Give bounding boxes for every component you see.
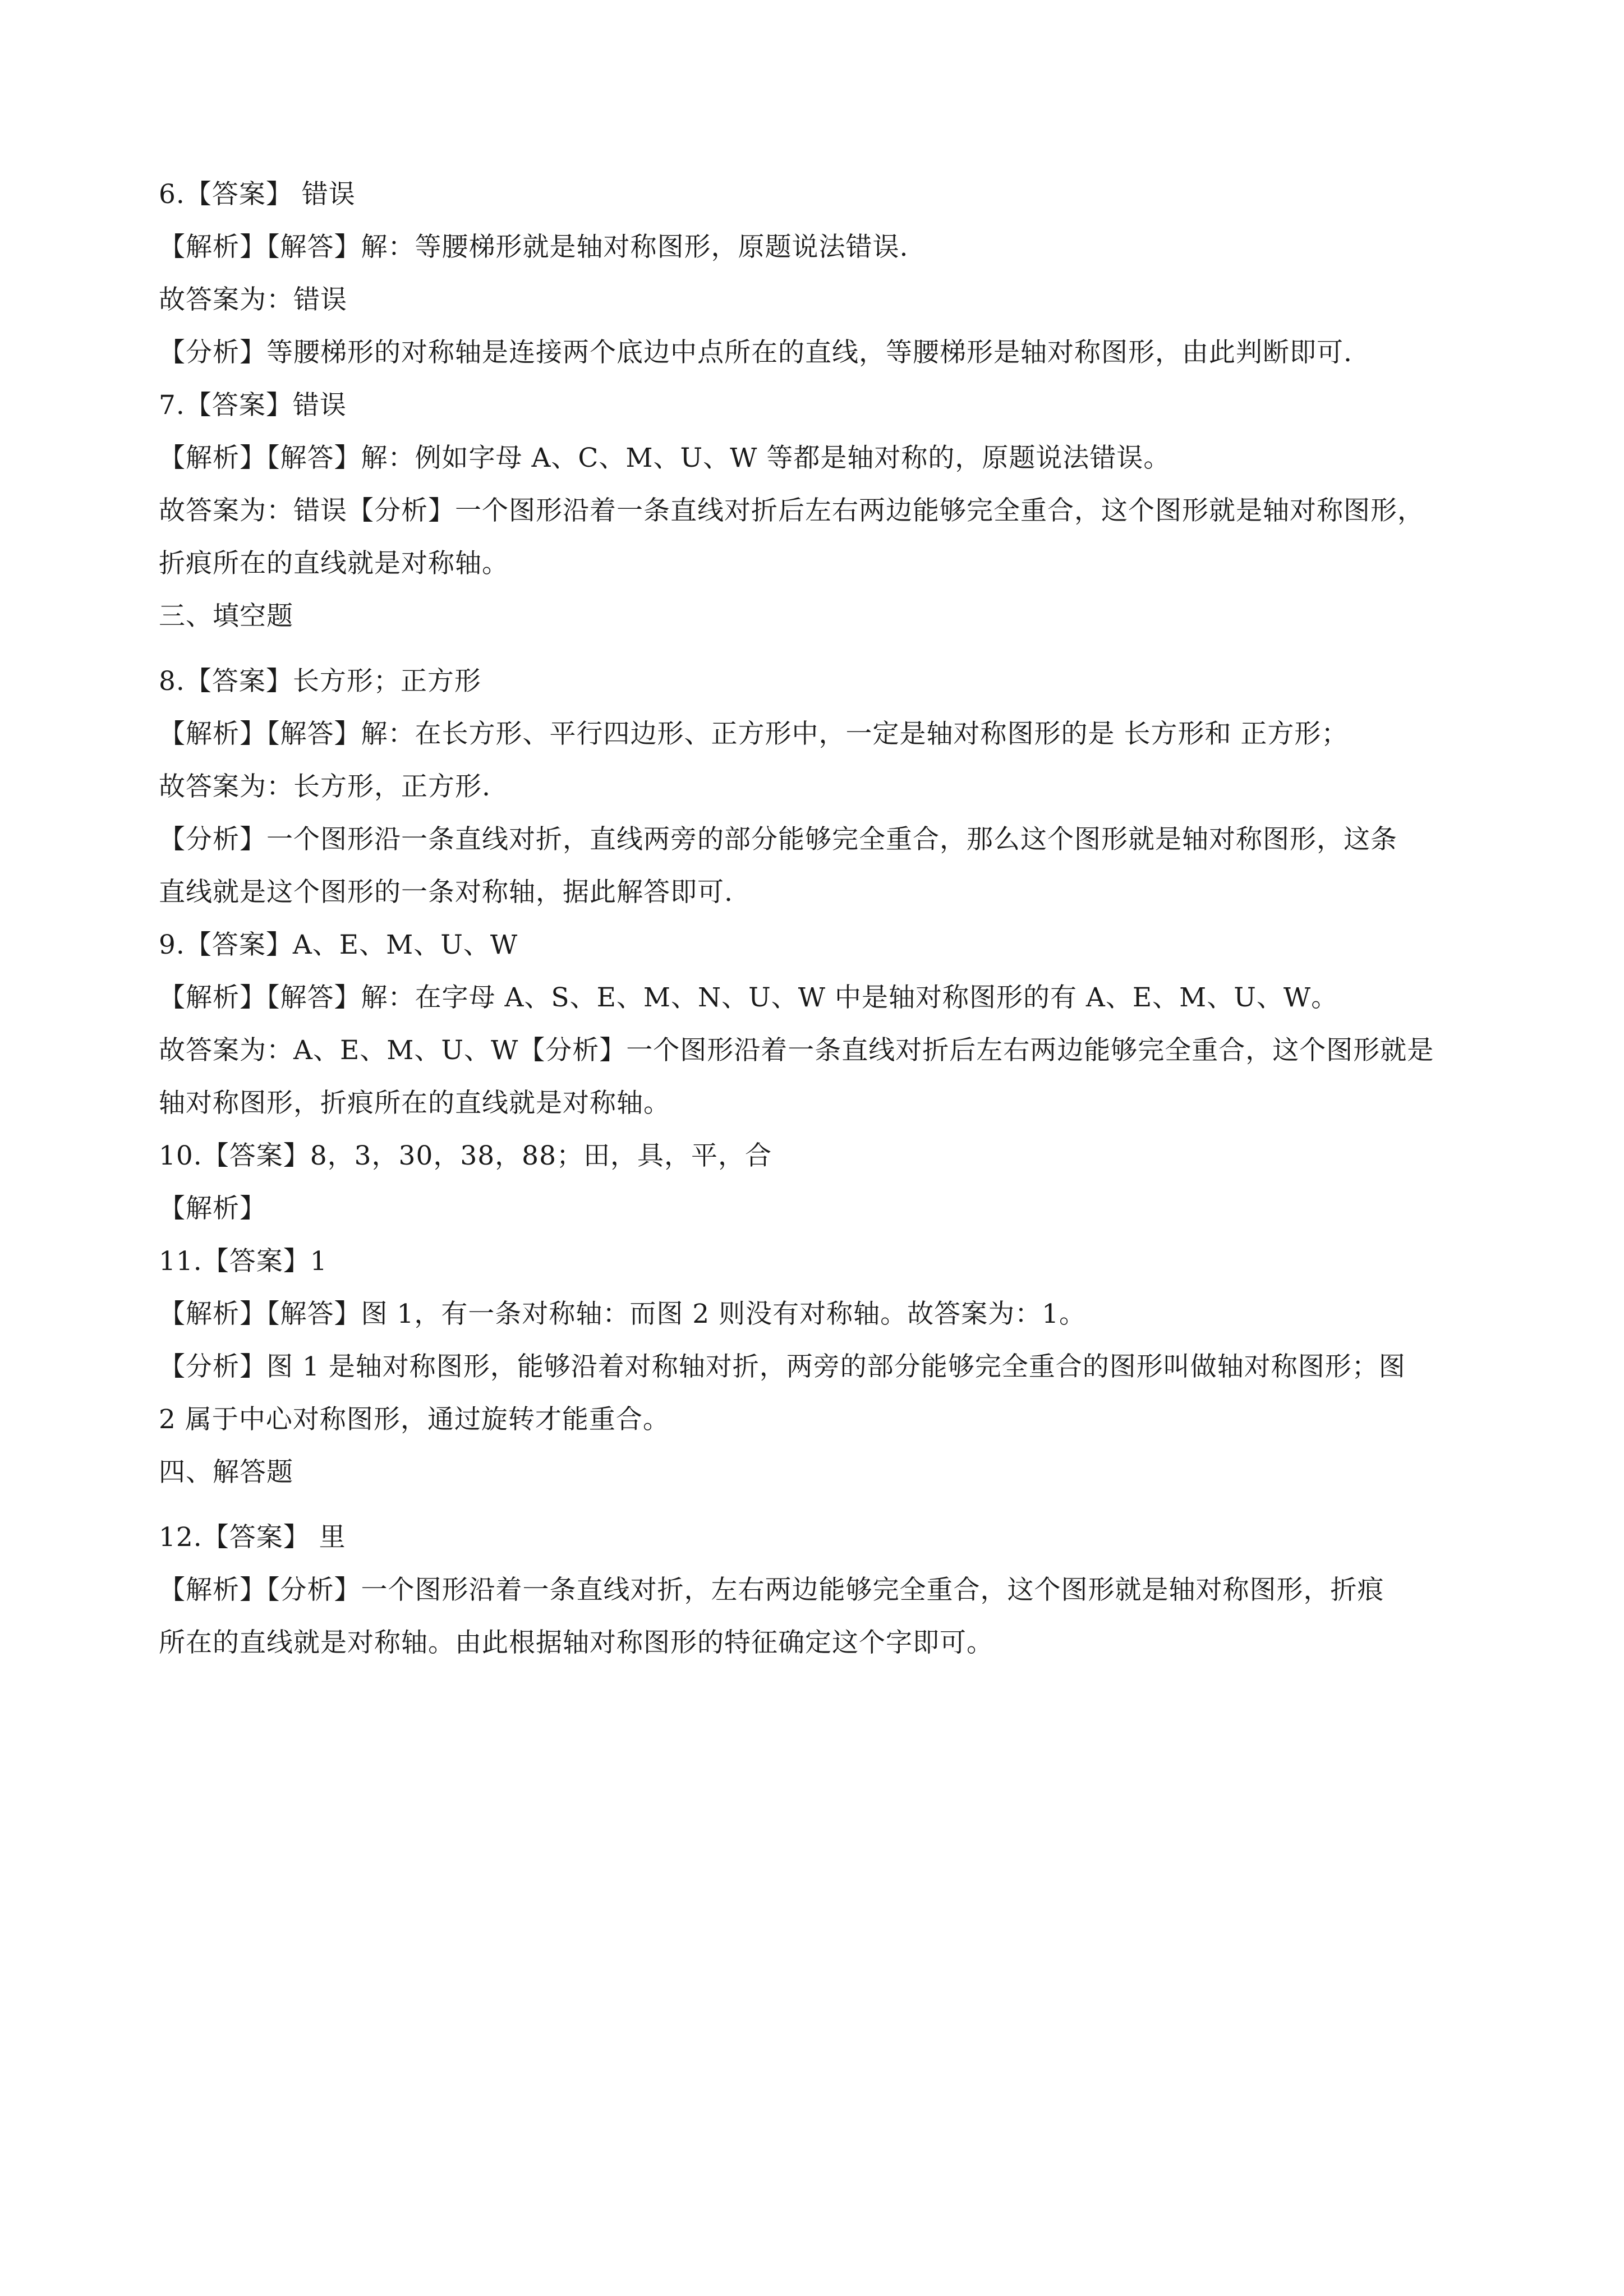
q8-analysis-line-1: 【分析】一个图形沿一条直线对折，直线两旁的部分能够完全重合，那么这个图形就是轴对称图形，这条 — [159, 824, 1397, 855]
q9-analysis-line-2: 轴对称图形，折痕所在的直线就是对称轴。 — [159, 1088, 670, 1119]
section-heading-answer: 四、解答题 — [159, 1457, 293, 1488]
q6-answer: 6.【答案】 错误 — [159, 179, 356, 210]
document-page — [159, 168, 1483, 1669]
q6-analysis: 【分析】等腰梯形的对称轴是连接两个底边中点所在的直线，等腰梯形是轴对称图形，由此判断即可. — [159, 337, 1352, 368]
q9-analysis-line-1: 故答案为：A、E、M、U、W【分析】一个图形沿着一条直线对折后左右两边能够完全重合，这个图形就是 — [159, 1035, 1434, 1066]
q7-analysis-line-1: 故答案为：错误【分析】一个图形沿着一条直线对折后左右两边能够完全重合，这个图形就是轴对称图形， — [159, 495, 1424, 526]
q8-explanation: 【解析】【解答】解：在长方形、平行四边形、正方形中，一定是轴对称图形的是 长方形和 正方形； — [159, 719, 1349, 749]
q12-answer: 12.【答案】 里 — [159, 1522, 346, 1553]
q6-explanation: 【解析】【解答】解：等腰梯形就是轴对称图形，原题说法错误. — [159, 232, 909, 263]
q7-analysis-line-2: 折痕所在的直线就是对称轴。 — [159, 548, 509, 579]
q9-answer: 9.【答案】A、E、M、U、W — [159, 930, 518, 960]
q8-conclusion: 故答案为：长方形，正方形. — [159, 771, 491, 802]
q12-analysis-line-1: 【解析】【分析】一个图形沿着一条直线对折，左右两边能够完全重合，这个图形就是轴对称图形，折痕 — [159, 1575, 1384, 1605]
section-heading-fill-in: 三、填空题 — [159, 601, 293, 632]
q7-answer: 7.【答案】错误 — [159, 390, 347, 421]
q11-analysis-line-2: 2 属于中心对称图形，通过旋转才能重合。 — [159, 1404, 670, 1435]
q12-analysis-line-2: 所在的直线就是对称轴。由此根据轴对称图形的特征确定这个字即可。 — [159, 1627, 993, 1658]
q11-answer: 11.【答案】1 — [159, 1246, 328, 1277]
q6-conclusion: 故答案为：错误 — [159, 284, 347, 315]
q10-explanation: 【解析】 — [159, 1193, 266, 1224]
q7-explanation: 【解析】【解答】解：例如字母 A、C、M、U、W 等都是轴对称的，原题说法错误。 — [159, 443, 1171, 473]
q8-answer: 8.【答案】长方形；正方形 — [159, 666, 481, 697]
q8-analysis-line-2: 直线就是这个图形的一条对称轴，据此解答即可. — [159, 877, 733, 908]
q11-explanation: 【解析】【解答】图 1，有一条对称轴：而图 2 则没有对称轴。故答案为：1。 — [159, 1299, 1087, 1329]
q11-analysis-line-1: 【分析】图 1 是轴对称图形，能够沿着对称轴对折，两旁的部分能够完全重合的图形叫做轴对称图形；图 — [159, 1351, 1406, 1382]
q9-explanation: 【解析】【解答】解：在字母 A、S、E、M、N、U、W 中是轴对称图形的有 A、E、M、U、W。 — [159, 982, 1338, 1013]
q10-answer: 10.【答案】8，3，30，38，88；田，具，平，合 — [159, 1140, 772, 1171]
